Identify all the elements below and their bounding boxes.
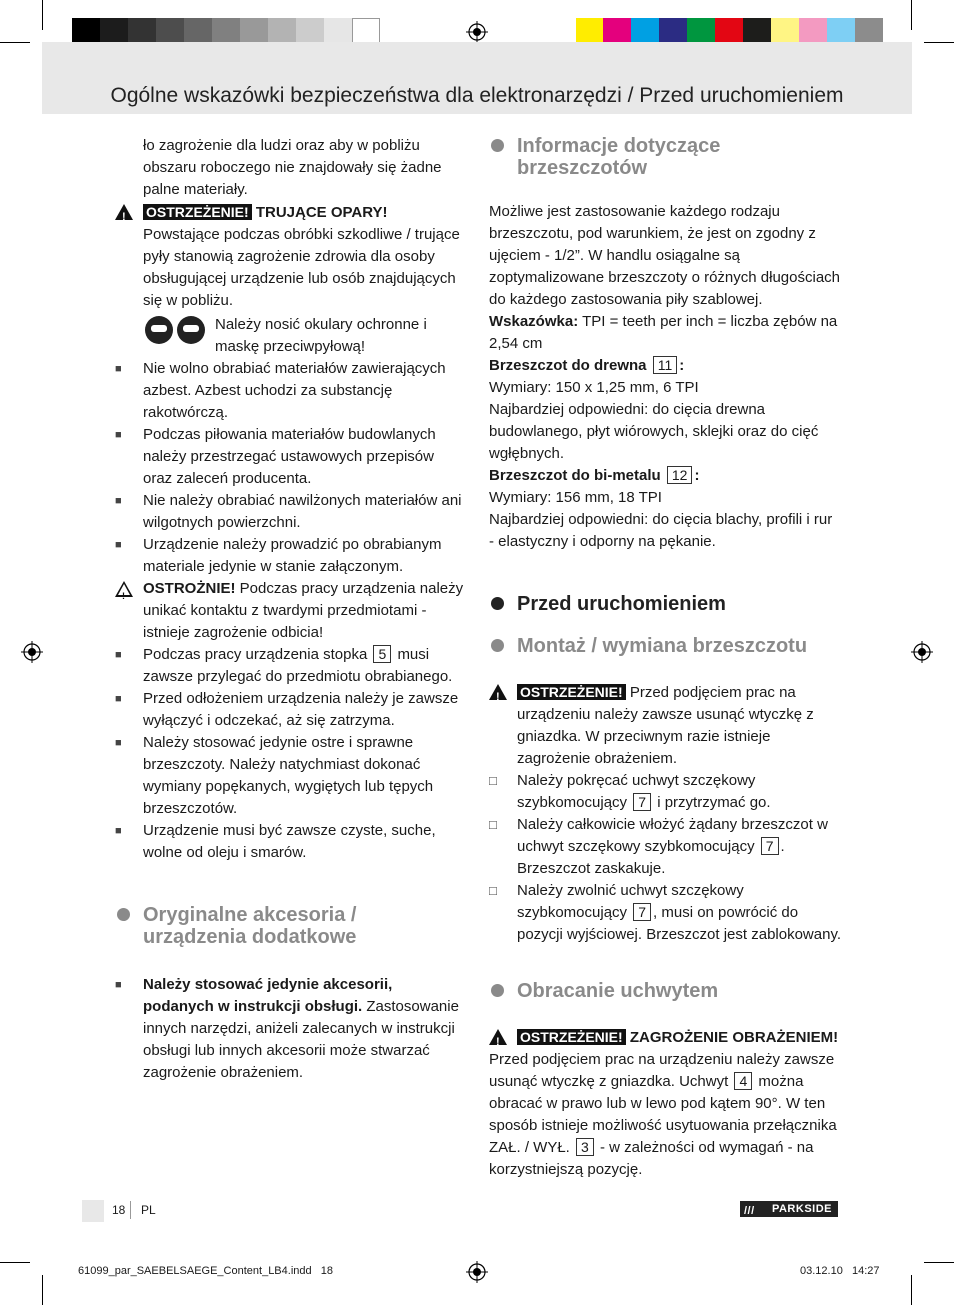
brand-logo: /// PARKSIDE xyxy=(740,1201,838,1217)
part-reference: 5 xyxy=(373,645,391,663)
bullet-icon: ■ xyxy=(115,363,122,375)
crop-mark xyxy=(924,1262,954,1263)
list-item: ■ Nie wolno obrabiać materiałów zawierających azbest. Azbest uchodzi za substancję rakotwórczą. xyxy=(115,360,446,421)
part-reference: 7 xyxy=(633,903,651,921)
blade-info-text: Możliwe jest zastosowanie każdego rodzaju brzeszczotu, pod warunkiem, że jest on zgodny z ujęciem - 1/2”. W handlu osiągalne są zoptymalizowane brzeszczoty o różnych długościach do każdego zastosowania piły szablowej. xyxy=(489,203,840,308)
bullet-icon: ■ xyxy=(115,539,122,551)
part-reference: 12 xyxy=(667,466,693,484)
crop-mark xyxy=(0,1262,30,1263)
wood-blade-label: Brzeszczot do drewna 11 : xyxy=(489,357,685,374)
bullet-icon: ■ xyxy=(115,979,122,991)
footer-page-box xyxy=(82,1200,104,1222)
crop-mark xyxy=(924,42,954,43)
heading-bullet-icon xyxy=(491,984,504,997)
left-column xyxy=(115,135,465,1084)
list-item: ■ Urządzenie musi być zawsze czyste, suche, wolne od oleju i smarów. xyxy=(115,822,436,861)
file-info: 61099_par_SAEBELSAEGE_Content_LB4.indd 18 xyxy=(78,1265,334,1277)
bullet-icon: ■ xyxy=(115,649,122,661)
list-item: ■ Podczas piłowania materiałów budowlanych należy przestrzegać ustawowych przepisów oraz zaleceń producenta. xyxy=(115,426,436,487)
warning-badge: OSTRZEŻENIE! xyxy=(143,204,252,220)
registration-mark-icon xyxy=(466,21,488,43)
section-heading-accessories: Oryginalne akcesoria / urządzenia dodatkowe xyxy=(115,904,465,948)
warning-text: Powstające podczas obróbki szkodliwe / trujące pyły stanowią zagrożenie zdrowia dla osoby obsługującej urządzenie lub osób znajdujących się w pobliżu. xyxy=(143,226,460,309)
heading-bullet-icon xyxy=(117,908,130,921)
part-reference: 7 xyxy=(633,793,651,811)
bimetal-blade-use: Najbardziej odpowiedni: do cięcia blachy, profili i rur - elastyczny i odporny na pękanie. xyxy=(489,511,833,550)
crop-mark xyxy=(911,1275,912,1305)
intro-text: ło zagrożenie dla ludzi oraz aby w pobliżu obszaru roboczego nie znajdowały się żadne palne materiały. xyxy=(143,137,442,198)
heading-bullet-icon xyxy=(491,597,504,610)
bullet-icon: ■ xyxy=(115,825,122,837)
heading-bullet-icon xyxy=(491,639,504,652)
warning-badge: OSTRZEŻENIE! xyxy=(517,684,626,700)
bimetal-blade-label: Brzeszczot do bi-metalu 12 : xyxy=(489,467,700,484)
warning-unplug: ! OSTRZEŻENIE! Przed podjęciem prac na urządzeniu należy zawsze usunąć wtyczkę z gniazdka. W przeciwnym razie istnieje zagrożenie obrażeniem. xyxy=(489,681,841,770)
list-item: ■ Przed odłożeniem urządzenia należy je zawsze wyłączyć i odczekać, aż się zatrzyma. xyxy=(115,690,459,729)
warning-title: ZAGROŻENIE OBRAŻENIEM! xyxy=(629,1029,839,1046)
bullet-icon: ■ xyxy=(115,693,122,705)
right-column xyxy=(489,135,841,1181)
list-item: ■ Urządzenie należy prowadzić po obrabianym materiale jedynie w stanie załączonym. xyxy=(115,536,442,575)
section-heading-mounting: Montaż / wymiana brzeszczotu xyxy=(489,635,841,657)
part-reference: 4 xyxy=(734,1072,752,1090)
dust-mask-icon xyxy=(177,316,205,344)
checkbox-bullet-icon: □ xyxy=(489,817,497,832)
list-item: □ Należy pokręcać uchwyt szczękowy szybkomocujący 7 i przytrzymać go. xyxy=(489,772,771,811)
language-code: PL xyxy=(141,1203,156,1217)
crop-mark xyxy=(0,42,30,43)
wood-blade-dims: Wymiary: 150 x 1,25 mm, 6 TPI xyxy=(489,379,699,396)
warning-toxic-fumes xyxy=(115,201,465,224)
section-heading-blades: Informacje dotyczące brzeszczotów xyxy=(489,135,841,179)
caution-text: Podczas pracy urządzenia należy unikać kontaktu z twardymi przedmiotami - istnieje zagrożenie odbicia! xyxy=(143,580,464,641)
ppe-text: Należy nosić okulary ochronne i maskę przeciwpyłową! xyxy=(215,316,427,355)
checkbox-bullet-icon: □ xyxy=(489,773,497,788)
bullet-icon: ■ xyxy=(115,495,122,507)
warning-title: TRUJĄCE OPARY! xyxy=(255,204,388,221)
footer-divider xyxy=(130,1201,131,1219)
bullet-icon: ■ xyxy=(115,737,122,749)
registration-mark-icon xyxy=(911,641,933,663)
list-item: ■ Nie należy obrabiać nawilżonych materiałów ani wilgotnych powierzchni. xyxy=(115,492,462,531)
list-item: ■ Należy stosować jedynie ostre i sprawne brzeszczoty. Należy natychmiast dokonać wymiany popękanych, wygiętych lub tępych brzeszczotów. xyxy=(115,734,434,817)
registration-mark-icon xyxy=(21,641,43,663)
page-number: 18 xyxy=(112,1203,126,1217)
wood-blade-use: Najbardziej odpowiedni: do cięcia drewna budowlanego, płyt wiórowych, sklejki oraz do cięć wgłębnych. xyxy=(489,401,819,462)
crop-mark xyxy=(911,0,912,30)
bimetal-blade-dims: Wymiary: 156 mm, 18 TPI xyxy=(489,489,662,506)
part-reference: 7 xyxy=(761,837,779,855)
checkbox-bullet-icon: □ xyxy=(489,883,497,898)
warning-injury: ! OSTRZEŻENIE! ZAGROŻENIE OBRAŻENIEM! Przed podjęciem prac na urządzeniu należy zawsze usunąć wtyczkę z gniazdka. Uchwyt 4 można obracać w prawo lub w lewo pod kątem 90°. W ten sposób istnieje możliwość usytuowania przełącznika ZAŁ. / WYŁ. 3 - w zależności od wymagań - na korzystniejszą pozycję. xyxy=(489,1026,841,1181)
heading-bullet-icon xyxy=(491,139,504,152)
crop-mark xyxy=(42,1275,43,1305)
caution-triangle-icon xyxy=(115,581,133,597)
ppe-notice xyxy=(115,314,465,358)
part-reference: 3 xyxy=(576,1138,594,1156)
list-item: ■ Należy stosować jedynie akcesorii, podanych w instrukcji obsługi. Zastosowanie innych narzędzi, aniżeli zalecanych w instrukcji obsługi lub innych akcesorii może stwarzać zagrożenie obrażeniem. xyxy=(115,976,459,1081)
list-item: □ Należy całkowicie włożyć żądany brzeszczot w uchwyt szczękowy szybkomocujący 7 . Brzeszczot zaskakuje. xyxy=(489,816,828,877)
warning-triangle-icon xyxy=(115,204,133,220)
bullet-icon: ■ xyxy=(115,429,122,441)
part-reference: 11 xyxy=(653,356,678,374)
list-item: □ Należy zwolnić uchwyt szczękowy szybkomocujący 7 , musi on powrócić do pozycji wyjściowej. Brzeszczot jest zablokowany. xyxy=(489,882,842,943)
warning-triangle-icon xyxy=(489,684,507,700)
page-title: Ogólne wskazówki bezpieczeństwa dla elektronarzędzi / Przed uruchomieniem xyxy=(110,84,844,107)
safety-goggles-icon xyxy=(145,316,173,344)
section-heading-rotate: Obracanie uchwytem xyxy=(489,980,841,1002)
crop-mark xyxy=(42,0,43,30)
caution-label: OSTROŻNIE! xyxy=(143,580,236,597)
section-heading-before-start: Przed uruchomieniem xyxy=(489,593,841,615)
warning-badge: OSTRZEŻENIE! xyxy=(517,1029,626,1045)
registration-mark-icon xyxy=(466,1261,488,1283)
logo-stripes-icon: /// xyxy=(744,1205,755,1217)
warning-triangle-icon xyxy=(489,1029,507,1045)
caution-notice xyxy=(115,578,465,644)
list-item: ■ Podczas pracy urządzenia stopka 5 musi zawsze przylegać do przedmiotu obrabianego. xyxy=(115,646,453,685)
print-date: 03.12.10 14:27 xyxy=(800,1265,880,1277)
hint: Wskazówka: TPI = teeth per inch = liczba zębów na 2,54 cm xyxy=(489,313,838,352)
ppe-icons xyxy=(145,316,209,351)
